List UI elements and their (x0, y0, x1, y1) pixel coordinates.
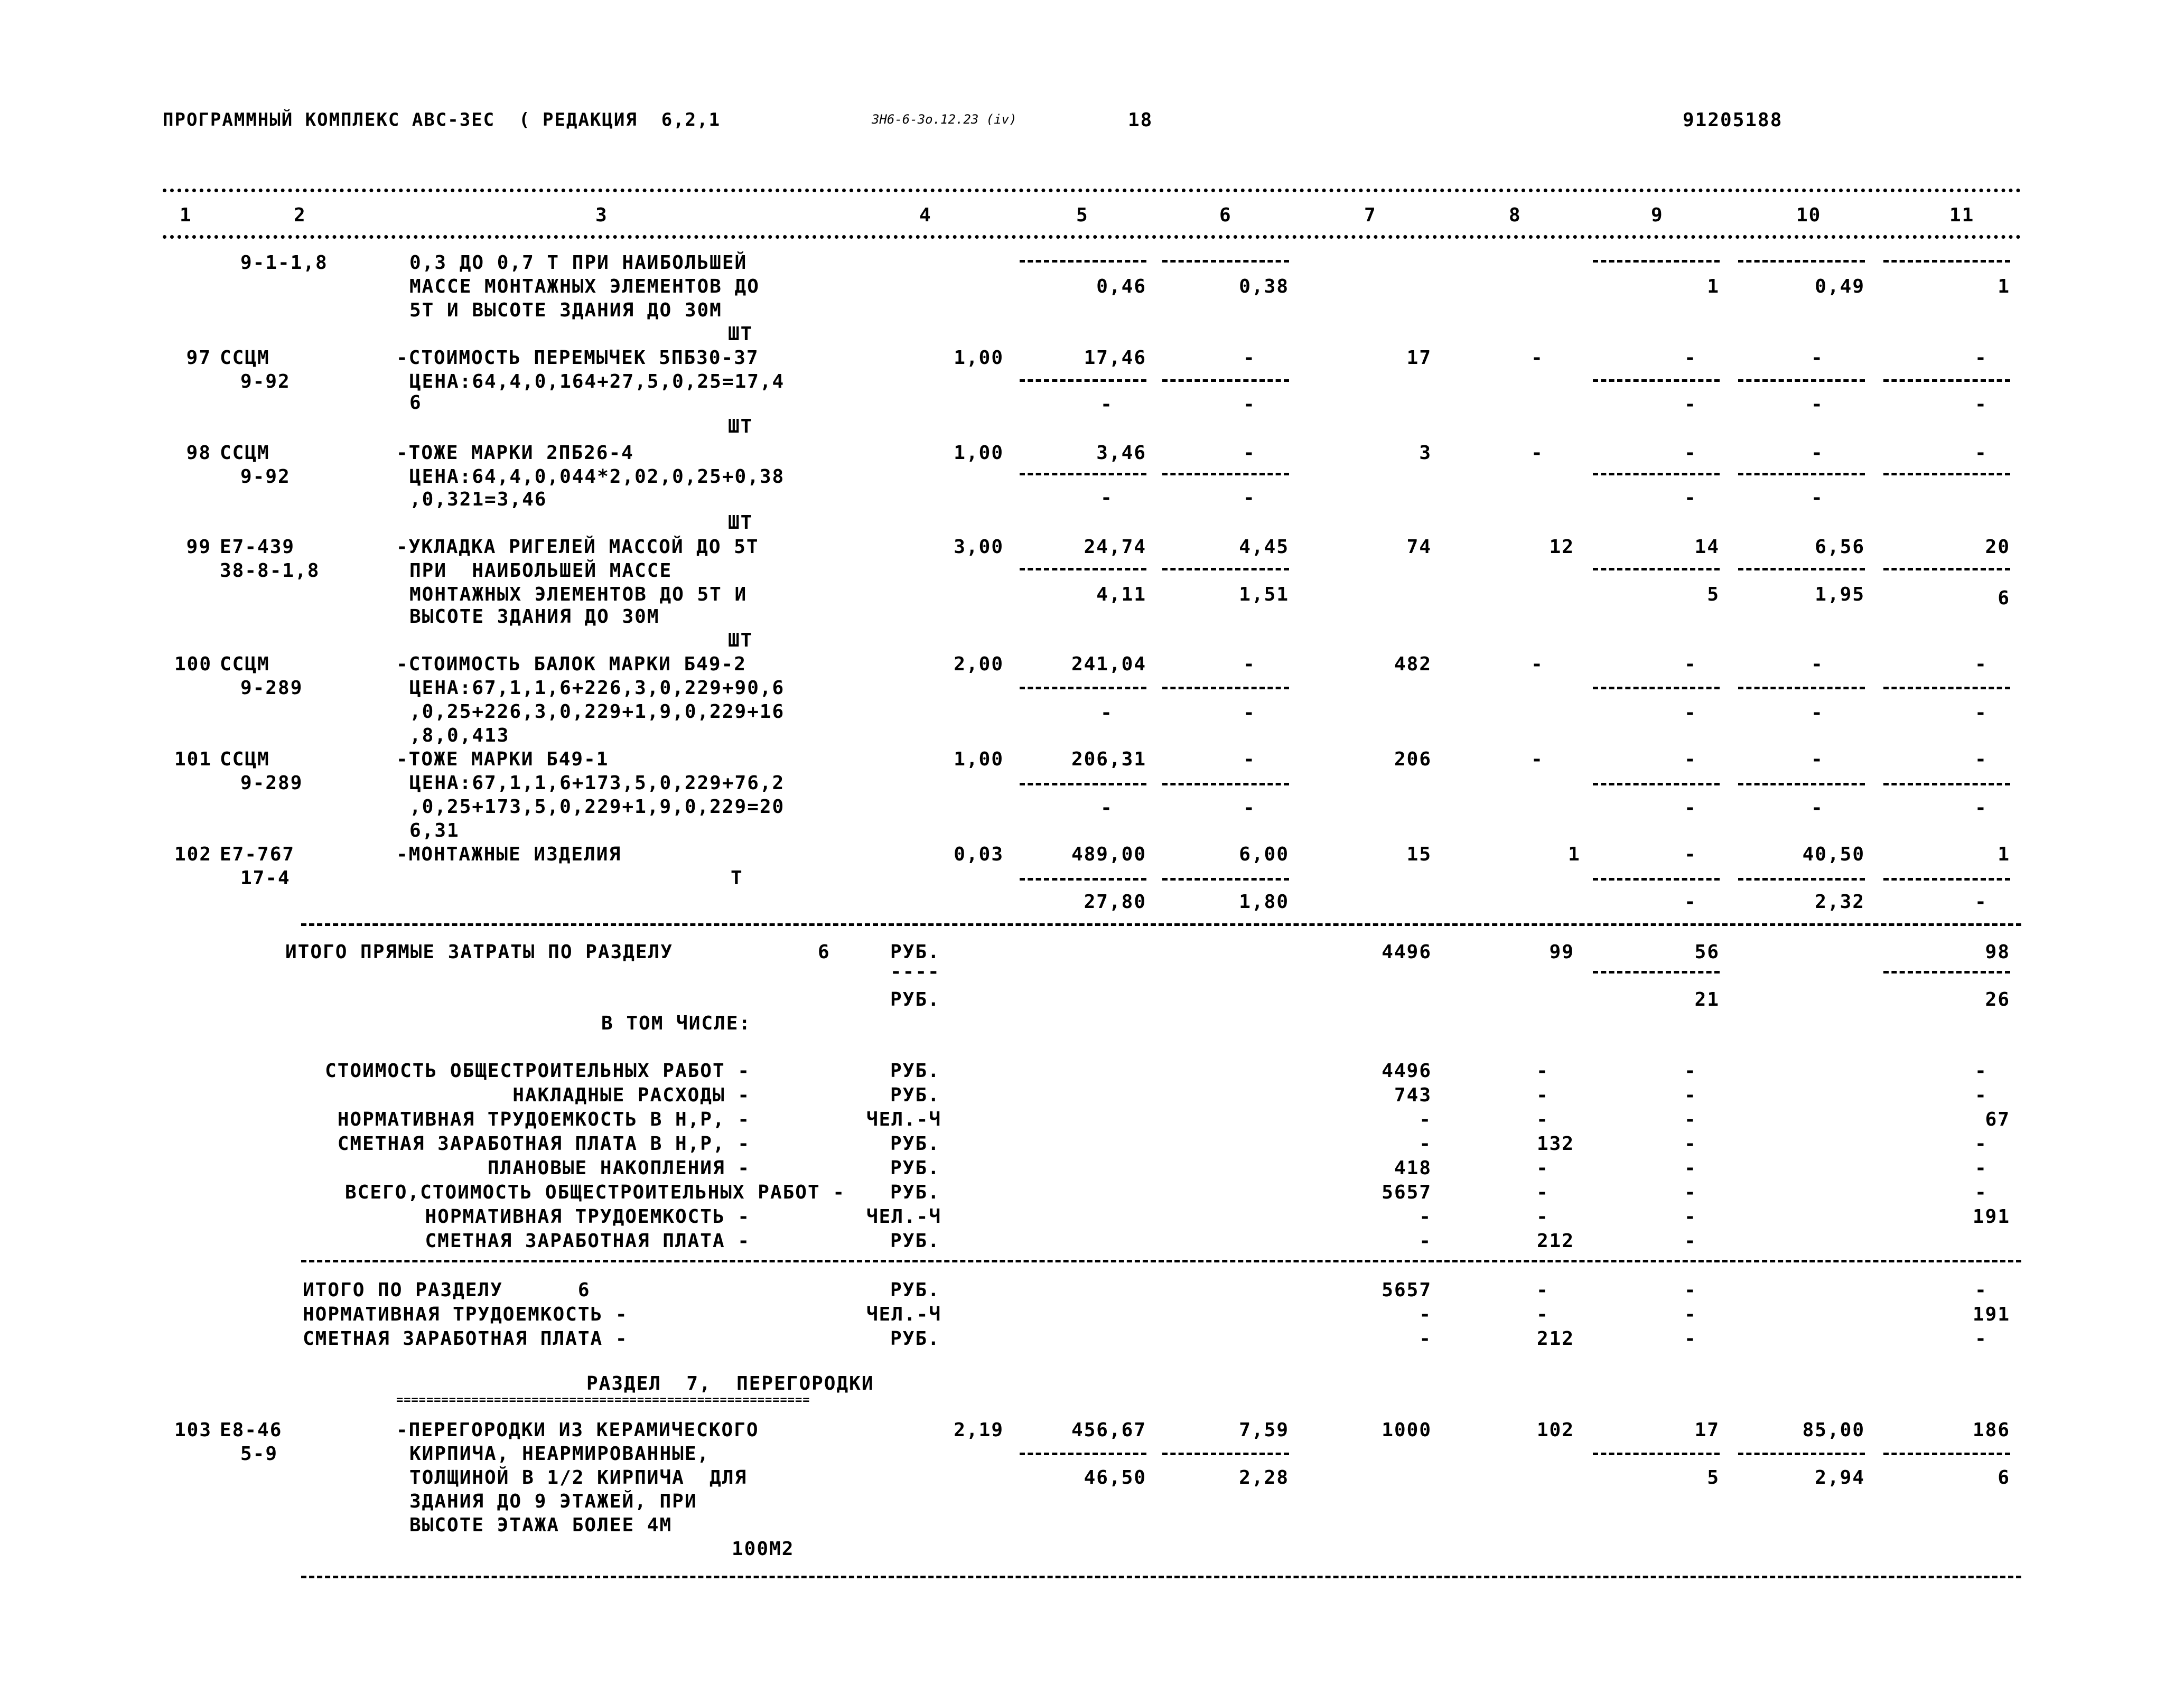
cell-c9: - (1684, 1230, 1697, 1252)
row-desc: ЦЕНА:67,1,1,6+226,3,0,229+90,6 (409, 677, 785, 699)
cell-c8: - (1536, 1304, 1549, 1325)
row-number: 100 (174, 653, 212, 675)
cell-divider (1593, 260, 1720, 263)
summary-label: НАКЛАДНЫЕ РАСХОДЫ - (512, 1084, 750, 1106)
row-desc: ЗДАНИЯ ДО 9 ЭТАЖЕЙ, ПРИ (409, 1491, 697, 1512)
cell-divider (1738, 878, 1865, 881)
row-desc: -СТОИМОСТЬ БАЛОК МАРКИ Б49-2 (396, 653, 746, 675)
cell-divider (1593, 878, 1720, 881)
cell-c6: - (1243, 653, 1256, 675)
cell-c11: - (1975, 1157, 1987, 1179)
cell-c7: 5657 (1382, 1279, 1432, 1301)
cell-c4: 0,03 (954, 844, 1004, 865)
section-heading: РАЗДЕЛ 7, ПЕРЕГОРОДКИ (586, 1373, 874, 1394)
cell-b5: 4,11 (1096, 584, 1146, 605)
cell-b6: - (1243, 702, 1256, 724)
cell-c8: - (1531, 748, 1544, 770)
handwritten-note: ЗН6-6-3о.12.23 (iv) (872, 112, 1017, 127)
cell-c9: - (1684, 1133, 1697, 1155)
in-that-heading: В ТОМ ЧИСЛЕ: (601, 1013, 752, 1034)
row-code: 38-8-1,8 (220, 560, 320, 582)
cell-b6: - (1243, 394, 1256, 415)
cell-b5: 27,80 (1084, 891, 1146, 913)
cell-c11: - (1975, 1182, 1987, 1203)
cell-b10: - (1811, 702, 1824, 724)
cell-b10: 2,32 (1815, 891, 1865, 913)
cell-c7: 5657 (1382, 1182, 1432, 1203)
cell-b5: 46,50 (1084, 1467, 1146, 1489)
cell-b9: - (1684, 394, 1697, 415)
col-header: 4 (919, 204, 932, 226)
row-number: 97 (186, 347, 211, 369)
cell-c8: - (1536, 1279, 1549, 1301)
row-code: 5-9 (240, 1443, 278, 1465)
table-header-rule (163, 235, 2021, 239)
cell-c9: - (1684, 347, 1697, 369)
cell-b11: - (1975, 702, 1987, 724)
col-header: 10 (1796, 204, 1822, 226)
cell-c7: 1000 (1382, 1419, 1432, 1441)
cell-c11: 186 (1972, 1419, 2010, 1441)
cell-c10: 40,50 (1802, 844, 1865, 865)
cell-c5: 489,00 (1071, 844, 1146, 865)
row-code: Е8-46 (220, 1419, 283, 1441)
cell-c5: 0,46 (1096, 276, 1146, 297)
totals-label: ИТОГО ПРЯМЫЕ ЗАТРАТЫ ПО РАЗДЕЛУ (285, 941, 673, 963)
summary-label: НОРМАТИВНАЯ ТРУДОЕМКОСТЬ - (425, 1206, 750, 1228)
cell-c8: 102 (1536, 1419, 1574, 1441)
cell-c7: 3 (1419, 442, 1432, 464)
cell-divider (1883, 260, 2010, 263)
cell-c11: - (1975, 1133, 1987, 1155)
summary-label: НОРМАТИВНАЯ ТРУДОЕМКОСТЬ В Н,Р, - (337, 1109, 750, 1130)
cell-b9: - (1684, 797, 1697, 819)
cell-c8: 212 (1536, 1328, 1574, 1350)
col-header: 11 (1949, 204, 1975, 226)
cell-divider (1020, 473, 1146, 475)
cell-c7: - (1419, 1206, 1432, 1228)
cell-divider (1162, 473, 1289, 475)
cell-divider (1020, 1453, 1146, 1455)
cell-divider (1162, 878, 1289, 881)
cell-b9: - (1684, 702, 1697, 724)
cell-divider (1020, 379, 1146, 382)
cell-b6: 2,28 (1239, 1467, 1289, 1489)
cell-b5: - (1100, 394, 1113, 415)
cell-b11: 6 (1998, 587, 2010, 609)
row-code: Е7-767 (220, 844, 295, 865)
cell-c7: 206 (1394, 748, 1432, 770)
row-desc: МОНТАЖНЫХ ЭЛЕМЕНТОВ ДО 5Т И (409, 584, 748, 605)
cell-c9: - (1684, 1279, 1697, 1301)
summary-unit: РУБ. (890, 1133, 940, 1155)
summary-label: ВСЕГО,СТОИМОСТЬ ОБЩЕСТРОИТЕЛЬНЫХ РАБОТ - (345, 1182, 845, 1203)
summary-label: СМЕТНАЯ ЗАРАБОТНАЯ ПЛАТА В Н,Р, - (337, 1133, 750, 1155)
col-header: 2 (294, 204, 306, 226)
cell-c8: - (1536, 1182, 1549, 1203)
totals-section-number: 6 (818, 941, 830, 963)
cell-c7: - (1419, 1109, 1432, 1130)
section-total-label: ИТОГО ПО РАЗДЕЛУ 6 (303, 1279, 591, 1301)
cell-b10: - (1811, 797, 1824, 819)
row-desc: -СТОИМОСТЬ ПЕРЕМЫЧЕК 5ПБ30-37 (396, 347, 759, 369)
cell-b10: - (1811, 394, 1824, 415)
cell-c4: 1,00 (954, 347, 1004, 369)
row-code: ССЦМ (220, 347, 270, 369)
row-desc: -ТОЖЕ МАРКИ 2ПБ26-4 (396, 442, 634, 464)
cell-c7: - (1419, 1304, 1432, 1325)
cell-c10: 6,56 (1815, 536, 1865, 558)
row-unit: ШТ (728, 512, 753, 533)
row-number: 101 (174, 748, 212, 770)
cell-c7: 4496 (1382, 1060, 1432, 1082)
cell-divider (1738, 379, 1865, 382)
cell-c8: 212 (1536, 1230, 1574, 1252)
cell-c8: - (1531, 442, 1544, 464)
cell-divider (1593, 687, 1720, 689)
cell-divider (1883, 379, 2010, 382)
cell-divider (1593, 1453, 1720, 1455)
cell-divider (1738, 473, 1865, 475)
row-unit: ШТ (728, 416, 753, 437)
row-code: 17-4 (240, 867, 291, 889)
cell-c9: 14 (1694, 536, 1720, 558)
cell-c8: - (1536, 1084, 1549, 1106)
cell-b5: - (1100, 702, 1113, 724)
cell-c10: 85,00 (1802, 1419, 1865, 1441)
row-desc: 6,31 (409, 820, 460, 841)
cell-divider (1020, 260, 1146, 263)
col-header: 3 (595, 204, 608, 226)
cell-c9: - (1684, 1304, 1697, 1325)
table-top-rule (163, 189, 2021, 192)
cell-c9: - (1684, 1206, 1697, 1228)
cell-c5: 206,31 (1071, 748, 1146, 770)
cell-b10: 1,95 (1815, 584, 1865, 605)
cell-b11: 26 (1985, 989, 2010, 1010)
row-number: 103 (174, 1419, 212, 1441)
cell-divider (1162, 260, 1289, 263)
cell-c5: 456,67 (1071, 1419, 1146, 1441)
row-desc: ТОЛЩИНОЙ В 1/2 КИРПИЧА ДЛЯ (409, 1467, 748, 1489)
summary-unit: РУБ. (890, 1157, 940, 1179)
cell-divider (1738, 783, 1865, 785)
row-desc: ЦЕНА:64,4,0,044*2,02,0,25+0,38 (409, 466, 785, 488)
row-desc: КИРПИЧА, НЕАРМИРОВАННЫЕ, (409, 1443, 710, 1465)
cell-c9: - (1684, 653, 1697, 675)
cell-divider (1883, 568, 2010, 570)
row-unit: ШТ (728, 323, 753, 345)
summary-label: ПЛАНОВЫЕ НАКОПЛЕНИЯ - (487, 1157, 750, 1179)
cell-c9: - (1684, 1060, 1697, 1082)
cell-c9: 56 (1694, 941, 1720, 963)
cell-c4: 3,00 (954, 536, 1004, 558)
row-code: 9-289 (240, 772, 303, 794)
row-unit: Т (731, 867, 743, 889)
cell-c8: - (1531, 347, 1544, 369)
cell-c8: - (1536, 1206, 1549, 1228)
cell-c7: 418 (1394, 1157, 1432, 1179)
row-unit: ШТ (728, 630, 753, 651)
summary-unit: ЧЕЛ.-Ч (866, 1206, 942, 1228)
row-desc: ,0,25+226,3,0,229+1,9,0,229+16 (409, 701, 785, 723)
cell-b11: 6 (1998, 1467, 2010, 1489)
cell-c8: 12 (1549, 536, 1574, 558)
document-code: 91205188 (1683, 109, 1783, 131)
cell-divider (1738, 1453, 1865, 1455)
cell-divider (1883, 971, 2010, 973)
cell-divider (1593, 473, 1720, 475)
row-desc: -УКЛАДКА РИГЕЛЕЙ МАССОЙ ДО 5Т (396, 536, 759, 558)
cell-c10: - (1811, 748, 1824, 770)
cell-divider (1738, 260, 1865, 263)
cell-c11: - (1975, 1084, 1987, 1106)
cell-c5: 17,46 (1084, 347, 1146, 369)
cell-divider (1020, 568, 1146, 570)
cell-c11: 98 (1985, 941, 2010, 963)
cell-c4: 1,00 (954, 748, 1004, 770)
cell-b9: 5 (1707, 584, 1720, 605)
row-desc: ,8,0,413 (409, 725, 510, 746)
row-code: Е7-439 (220, 536, 295, 558)
cell-c8: - (1536, 1109, 1549, 1130)
row-desc: МАССЕ МОНТАЖНЫХ ЭЛЕМЕНТОВ ДО (409, 276, 760, 297)
cell-c5: 3,46 (1096, 442, 1146, 464)
cell-b6: 1,51 (1239, 584, 1289, 605)
section-divider (301, 923, 2021, 926)
row-desc: ПРИ НАИБОЛЬШЕЙ МАССЕ (409, 560, 673, 582)
cell-divider (1593, 971, 1720, 973)
cell-c11: - (1975, 1060, 1987, 1082)
cell-c11: 191 (1972, 1304, 2010, 1325)
row-desc: ВЫСОТЕ ЭТАЖА БОЛЕЕ 4М (409, 1514, 673, 1536)
bottom-divider (301, 1576, 2021, 1578)
cell-c9: - (1684, 1328, 1697, 1350)
summary-unit: ЧЕЛ.-Ч (866, 1109, 942, 1130)
cell-c6: 7,59 (1239, 1419, 1289, 1441)
cell-c8: 1 (1568, 844, 1581, 865)
cell-c7: 74 (1406, 536, 1432, 558)
section-total-unit: РУБ. (890, 1328, 940, 1350)
cell-c11: - (1975, 442, 1987, 464)
cell-c6: - (1243, 347, 1256, 369)
cell-c11: 1 (1998, 844, 2010, 865)
row-desc: 5Т И ВЫСОТЕ ЗДАНИЯ ДО 30М (409, 299, 722, 321)
row-code: 9-1-1,8 (240, 252, 328, 274)
cell-c11: 1 (1998, 276, 2010, 297)
row-number: 98 (186, 442, 211, 464)
cell-b9: 21 (1694, 989, 1720, 1010)
col-header: 8 (1509, 204, 1522, 226)
summary-unit: РУБ. (890, 1182, 940, 1203)
cell-c5: 241,04 (1071, 653, 1146, 675)
cell-c7: 15 (1406, 844, 1432, 865)
cell-divider (1738, 687, 1865, 689)
cell-divider (1162, 687, 1289, 689)
col-header: 1 (180, 204, 192, 226)
cell-c9: 1 (1707, 276, 1720, 297)
cell-c9: 17 (1694, 1419, 1720, 1441)
row-desc: -ПЕРЕГОРОДКИ ИЗ КЕРАМИЧЕСКОГО (396, 1419, 759, 1441)
cell-c7: 17 (1406, 347, 1432, 369)
cell-divider (1162, 783, 1289, 785)
cell-divider (1020, 687, 1146, 689)
summary-label: СМЕТНАЯ ЗАРАБОТНАЯ ПЛАТА - (425, 1230, 750, 1252)
cell-c8: - (1531, 653, 1544, 675)
cell-c7: - (1419, 1133, 1432, 1155)
cell-c7: - (1419, 1230, 1432, 1252)
cell-c11: - (1975, 653, 1987, 675)
summary-unit: РУБ. (890, 1060, 940, 1082)
section-total-label: СМЕТНАЯ ЗАРАБОТНАЯ ПЛАТА - (303, 1328, 628, 1350)
summary-unit: РУБ. (890, 1084, 940, 1106)
cell-b6: 1,80 (1239, 891, 1289, 913)
row-desc: ЦЕНА:64,4,0,164+27,5,0,25=17,4 (409, 371, 785, 392)
cell-c6: - (1243, 748, 1256, 770)
section-total-unit: ЧЕЛ.-Ч (866, 1304, 942, 1325)
cell-b11: - (1975, 891, 1987, 913)
cell-b11: - (1975, 394, 1987, 415)
cell-c7: 4496 (1382, 941, 1432, 963)
cell-divider (1020, 878, 1146, 881)
row-number: 102 (174, 844, 212, 865)
cell-c11: - (1975, 347, 1987, 369)
cell-divider (1883, 1453, 2010, 1455)
page-number: 18 (1128, 109, 1153, 131)
cell-c11: - (1975, 1328, 1987, 1350)
cell-c9: - (1684, 748, 1697, 770)
col-header: 6 (1219, 204, 1232, 226)
row-desc: ,0,25+173,5,0,229+1,9,0,229=20 (409, 796, 785, 818)
cell-c8: - (1536, 1060, 1549, 1082)
cell-c7: 482 (1394, 653, 1432, 675)
cell-b9: - (1684, 891, 1697, 913)
row-unit: 100М2 (732, 1538, 795, 1560)
section-divider (301, 1260, 2021, 1262)
cell-c9: - (1684, 442, 1697, 464)
row-code: 9-92 (240, 466, 291, 488)
row-desc: -ТОЖЕ МАРКИ Б49-1 (396, 748, 609, 770)
col-header: 5 (1076, 204, 1089, 226)
cell-b5: - (1100, 797, 1113, 819)
row-desc: -МОНТАЖНЫЕ ИЗДЕЛИЯ (396, 844, 622, 865)
cell-c6: 6,00 (1239, 844, 1289, 865)
cell-c8: 99 (1549, 941, 1574, 963)
cell-b6: - (1243, 487, 1256, 509)
cell-c11: 67 (1985, 1109, 2010, 1130)
cell-c11: - (1975, 1279, 1987, 1301)
cell-divider (1883, 687, 2010, 689)
cell-b11: - (1975, 797, 1987, 819)
row-code: 9-92 (240, 371, 291, 392)
cell-c11: - (1975, 748, 1987, 770)
cell-c9: - (1684, 1084, 1697, 1106)
row-desc: ВЫСОТЕ ЗДАНИЯ ДО 30М (409, 606, 660, 628)
section-total-label: НОРМАТИВНАЯ ТРУДОЕМКОСТЬ - (303, 1304, 628, 1325)
row-code: ССЦМ (220, 748, 270, 770)
cell-c7: 743 (1394, 1084, 1432, 1106)
row-code: 9-289 (240, 677, 303, 699)
cell-divider (1883, 878, 2010, 881)
cell-divider (1883, 473, 2010, 475)
row-desc: ЦЕНА:67,1,1,6+173,5,0,229+76,2 (409, 772, 785, 794)
cell-divider (1738, 568, 1865, 570)
cell-divider (1593, 379, 1720, 382)
cell-b6: - (1243, 797, 1256, 819)
cell-c4: 2,19 (954, 1419, 1004, 1441)
cell-b9: - (1684, 487, 1697, 509)
cell-divider (1162, 1453, 1289, 1455)
totals-unit: РУБ. (890, 989, 940, 1010)
cell-divider (1593, 783, 1720, 785)
cell-c6: 0,38 (1239, 276, 1289, 297)
col-header: 9 (1651, 204, 1664, 226)
row-desc: 0,3 ДО 0,7 Т ПРИ НАИБОЛЬШЕЙ (409, 252, 748, 274)
col-header: 7 (1364, 204, 1377, 226)
cell-c7: - (1419, 1328, 1432, 1350)
row-code: ССЦМ (220, 653, 270, 675)
cell-c6: - (1243, 442, 1256, 464)
cell-b10: 2,94 (1815, 1467, 1865, 1489)
totals-unit: РУБ. (890, 941, 940, 963)
cell-b9: 5 (1707, 1467, 1720, 1489)
cell-c10: - (1811, 653, 1824, 675)
cell-c10: - (1811, 442, 1824, 464)
cell-c9: - (1684, 1109, 1697, 1130)
cell-c11: 191 (1972, 1206, 2010, 1228)
cell-c9: - (1684, 1182, 1697, 1203)
cell-divider (1162, 568, 1289, 570)
row-desc: ,0,321=3,46 (409, 489, 547, 510)
cell-divider (1020, 783, 1146, 785)
cell-divider (1883, 783, 2010, 785)
cell-c8: - (1536, 1157, 1549, 1179)
summary-label: СТОИМОСТЬ ОБЩЕСТРОИТЕЛЬНЫХ РАБОТ - (325, 1060, 750, 1082)
cell-c4: 1,00 (954, 442, 1004, 464)
cell-divider (1162, 379, 1289, 382)
row-number: 99 (186, 536, 211, 558)
row-desc: 6 (409, 392, 422, 414)
section-total-unit: РУБ. (890, 1279, 940, 1301)
cell-c9: - (1684, 844, 1697, 865)
cell-c10: 0,49 (1815, 276, 1865, 297)
row-code: ССЦМ (220, 442, 270, 464)
totals-dashes: ---- (890, 961, 940, 982)
cell-c9: - (1684, 1157, 1697, 1179)
cell-c4: 2,00 (954, 653, 1004, 675)
cell-b5: - (1100, 487, 1113, 509)
cell-c8: 132 (1536, 1133, 1574, 1155)
section-heading-underline: ======================================================= (396, 1393, 810, 1407)
cell-c11: 20 (1985, 536, 2010, 558)
cell-c6: 4,45 (1239, 536, 1289, 558)
cell-divider (1593, 568, 1720, 570)
cell-b10: - (1811, 487, 1824, 509)
summary-unit: РУБ. (890, 1230, 940, 1252)
cell-c10: - (1811, 347, 1824, 369)
program-header: ПРОГРАММНЫЙ КОМПЛЕКС АВС-ЗЕС ( РЕДАКЦИЯ 6,2,1 (163, 109, 721, 130)
cell-c5: 24,74 (1084, 536, 1146, 558)
